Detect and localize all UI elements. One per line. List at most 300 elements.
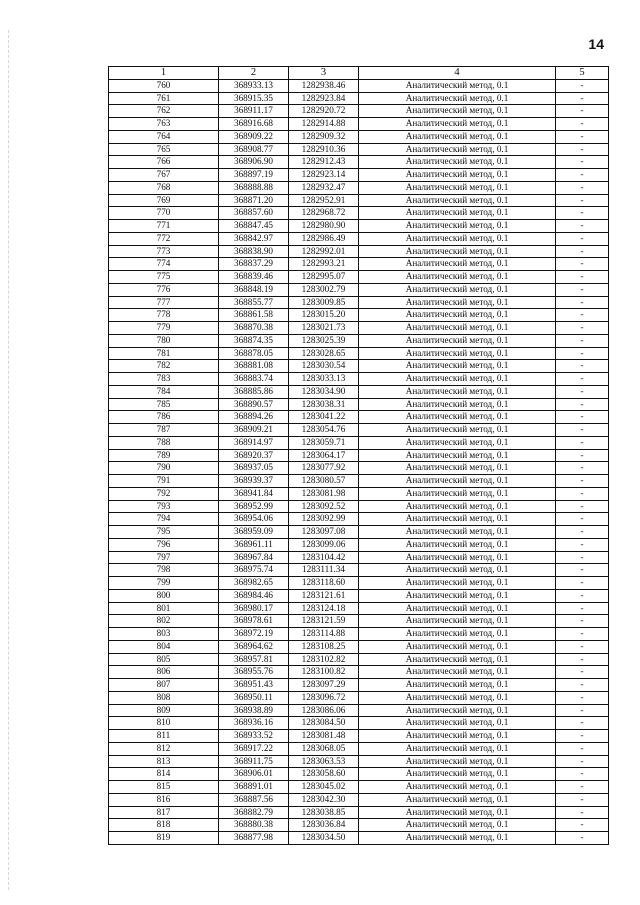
point-number-cell: 810: [109, 717, 219, 730]
table-row: [109, 487, 609, 500]
method-cell: Аналитический метод, 0.1: [359, 207, 556, 220]
point-number-cell: 793: [109, 500, 219, 513]
method-cell: Аналитический метод, 0.1: [359, 615, 556, 628]
error-cell: -: [556, 449, 609, 462]
table-row: [109, 500, 609, 513]
point-number-cell: 789: [109, 449, 219, 462]
point-number-cell: 761: [109, 92, 219, 105]
table-row: [109, 551, 609, 564]
x-coordinate-cell: 368972.19: [219, 628, 289, 641]
error-cell: -: [556, 679, 609, 692]
x-coordinate-cell: 368982.65: [219, 577, 289, 590]
method-cell: Аналитический метод, 0.1: [359, 755, 556, 768]
method-cell: Аналитический метод, 0.1: [359, 156, 556, 169]
point-number-cell: 791: [109, 475, 219, 488]
x-coordinate-cell: 368909.21: [219, 424, 289, 437]
x-coordinate-cell: 368906.01: [219, 768, 289, 781]
y-coordinate-cell: 1283038.31: [289, 398, 359, 411]
x-coordinate-cell: 368890.57: [219, 398, 289, 411]
table-row: [109, 283, 609, 296]
error-cell: -: [556, 130, 609, 143]
table-row: [109, 322, 609, 335]
error-cell: -: [556, 411, 609, 424]
x-coordinate-cell: 368933.13: [219, 79, 289, 92]
method-cell: Аналитический метод, 0.1: [359, 258, 556, 271]
method-cell: Аналитический метод, 0.1: [359, 819, 556, 832]
error-cell: -: [556, 373, 609, 386]
error-cell: -: [556, 513, 609, 526]
y-coordinate-cell: 1283099.06: [289, 538, 359, 551]
y-coordinate-cell: 1283092.99: [289, 513, 359, 526]
method-cell: Аналитический метод, 0.1: [359, 577, 556, 590]
error-cell: -: [556, 118, 609, 131]
table-row: [109, 832, 609, 845]
table-row: [109, 538, 609, 551]
point-number-cell: 804: [109, 640, 219, 653]
y-coordinate-cell: 1283080.57: [289, 475, 359, 488]
table-row: [109, 347, 609, 360]
x-coordinate-cell: 368957.81: [219, 653, 289, 666]
point-number-cell: 786: [109, 411, 219, 424]
point-number-cell: 802: [109, 615, 219, 628]
x-coordinate-cell: 368874.35: [219, 334, 289, 347]
error-cell: -: [556, 436, 609, 449]
error-cell: -: [556, 640, 609, 653]
y-coordinate-cell: 1283045.02: [289, 781, 359, 794]
point-number-cell: 766: [109, 156, 219, 169]
point-number-cell: 817: [109, 806, 219, 819]
x-coordinate-cell: 368878.05: [219, 347, 289, 360]
table-row: [109, 385, 609, 398]
y-coordinate-cell: 1283121.61: [289, 589, 359, 602]
x-coordinate-cell: 368881.08: [219, 360, 289, 373]
x-coordinate-cell: 368920.37: [219, 449, 289, 462]
method-cell: Аналитический метод, 0.1: [359, 704, 556, 717]
x-coordinate-cell: 368871.20: [219, 194, 289, 207]
table-row: [109, 245, 609, 258]
y-coordinate-cell: 1282932.47: [289, 181, 359, 194]
y-coordinate-cell: 1283104.42: [289, 551, 359, 564]
table-row: [109, 513, 609, 526]
y-coordinate-cell: 1283086.06: [289, 704, 359, 717]
y-coordinate-cell: 1283033.13: [289, 373, 359, 386]
table-row: [109, 360, 609, 373]
method-cell: Аналитический метод, 0.1: [359, 768, 556, 781]
method-cell: Аналитический метод, 0.1: [359, 602, 556, 615]
error-cell: -: [556, 169, 609, 182]
error-cell: -: [556, 245, 609, 258]
y-coordinate-cell: 1283081.48: [289, 730, 359, 743]
x-coordinate-cell: 368883.74: [219, 373, 289, 386]
y-coordinate-cell: 1283028.65: [289, 347, 359, 360]
y-coordinate-cell: 1282909.32: [289, 130, 359, 143]
x-coordinate-cell: 368952.99: [219, 500, 289, 513]
y-coordinate-cell: 1282992.01: [289, 245, 359, 258]
error-cell: -: [556, 819, 609, 832]
method-cell: Аналитический метод, 0.1: [359, 538, 556, 551]
header-col-4: 4: [359, 67, 556, 80]
point-number-cell: 799: [109, 577, 219, 590]
x-coordinate-cell: 368888.88: [219, 181, 289, 194]
error-cell: -: [556, 538, 609, 551]
table-row: [109, 436, 609, 449]
x-coordinate-cell: 368857.60: [219, 207, 289, 220]
x-coordinate-cell: 368950.11: [219, 691, 289, 704]
method-cell: Аналитический метод, 0.1: [359, 653, 556, 666]
method-cell: Аналитический метод, 0.1: [359, 462, 556, 475]
table-row: [109, 742, 609, 755]
method-cell: Аналитический метод, 0.1: [359, 832, 556, 845]
x-coordinate-cell: 368861.58: [219, 309, 289, 322]
x-coordinate-cell: 368951.43: [219, 679, 289, 692]
point-number-cell: 816: [109, 793, 219, 806]
y-coordinate-cell: 1282995.07: [289, 271, 359, 284]
table-row: [109, 589, 609, 602]
method-cell: Аналитический метод, 0.1: [359, 449, 556, 462]
method-cell: Аналитический метод, 0.1: [359, 373, 556, 386]
method-cell: Аналитический метод, 0.1: [359, 806, 556, 819]
method-cell: Аналитический метод, 0.1: [359, 79, 556, 92]
point-number-cell: 770: [109, 207, 219, 220]
method-cell: Аналитический метод, 0.1: [359, 500, 556, 513]
method-cell: Аналитический метод, 0.1: [359, 194, 556, 207]
y-coordinate-cell: 1282968.72: [289, 207, 359, 220]
point-number-cell: 779: [109, 322, 219, 335]
point-number-cell: 760: [109, 79, 219, 92]
x-coordinate-cell: 368916.68: [219, 118, 289, 131]
point-number-cell: 797: [109, 551, 219, 564]
x-coordinate-cell: 368959.09: [219, 526, 289, 539]
table-row: [109, 755, 609, 768]
table-row: [109, 577, 609, 590]
point-number-cell: 790: [109, 462, 219, 475]
y-coordinate-cell: 1282952.91: [289, 194, 359, 207]
x-coordinate-cell: 368838.90: [219, 245, 289, 258]
method-cell: Аналитический метод, 0.1: [359, 564, 556, 577]
method-cell: Аналитический метод, 0.1: [359, 717, 556, 730]
y-coordinate-cell: 1283021.73: [289, 322, 359, 335]
point-number-cell: 780: [109, 334, 219, 347]
error-cell: -: [556, 526, 609, 539]
table-row: [109, 640, 609, 653]
coordinates-table: [108, 66, 609, 845]
table-body: [109, 79, 609, 844]
y-coordinate-cell: 1283092.52: [289, 500, 359, 513]
error-cell: -: [556, 691, 609, 704]
table-row: [109, 717, 609, 730]
y-coordinate-cell: 1283077.92: [289, 462, 359, 475]
error-cell: -: [556, 143, 609, 156]
y-coordinate-cell: 1282986.49: [289, 232, 359, 245]
y-coordinate-cell: 1282923.84: [289, 92, 359, 105]
method-cell: Аналитический метод, 0.1: [359, 92, 556, 105]
point-number-cell: 809: [109, 704, 219, 717]
point-number-cell: 801: [109, 602, 219, 615]
error-cell: -: [556, 768, 609, 781]
error-cell: -: [556, 79, 609, 92]
point-number-cell: 806: [109, 666, 219, 679]
error-cell: -: [556, 628, 609, 641]
x-coordinate-cell: 368870.38: [219, 322, 289, 335]
method-cell: Аналитический метод, 0.1: [359, 322, 556, 335]
point-number-cell: 782: [109, 360, 219, 373]
y-coordinate-cell: 1283097.29: [289, 679, 359, 692]
table-header-row: [109, 67, 609, 80]
point-number-cell: 783: [109, 373, 219, 386]
point-number-cell: 771: [109, 220, 219, 233]
method-cell: Аналитический метод, 0.1: [359, 283, 556, 296]
method-cell: Аналитический метод, 0.1: [359, 271, 556, 284]
point-number-cell: 811: [109, 730, 219, 743]
table-row: [109, 118, 609, 131]
method-cell: Аналитический метод, 0.1: [359, 436, 556, 449]
x-coordinate-cell: 368978.61: [219, 615, 289, 628]
point-number-cell: 776: [109, 283, 219, 296]
point-number-cell: 807: [109, 679, 219, 692]
y-coordinate-cell: 1283100.82: [289, 666, 359, 679]
method-cell: Аналитический метод, 0.1: [359, 347, 556, 360]
error-cell: -: [556, 207, 609, 220]
table-row: [109, 143, 609, 156]
y-coordinate-cell: 1282980.90: [289, 220, 359, 233]
point-number-cell: 764: [109, 130, 219, 143]
error-cell: -: [556, 475, 609, 488]
point-number-cell: 796: [109, 538, 219, 551]
y-coordinate-cell: 1283038.85: [289, 806, 359, 819]
header-col-5: 5: [556, 67, 609, 80]
x-coordinate-cell: 368961.11: [219, 538, 289, 551]
point-number-cell: 781: [109, 347, 219, 360]
y-coordinate-cell: 1283059.71: [289, 436, 359, 449]
y-coordinate-cell: 1283097.08: [289, 526, 359, 539]
method-cell: Аналитический метод, 0.1: [359, 475, 556, 488]
y-coordinate-cell: 1282914.88: [289, 118, 359, 131]
method-cell: Аналитический метод, 0.1: [359, 781, 556, 794]
y-coordinate-cell: 1282938.46: [289, 79, 359, 92]
x-coordinate-cell: 368839.46: [219, 271, 289, 284]
y-coordinate-cell: 1282920.72: [289, 105, 359, 118]
error-cell: -: [556, 793, 609, 806]
y-coordinate-cell: 1283096.72: [289, 691, 359, 704]
x-coordinate-cell: 368939.37: [219, 475, 289, 488]
table-row: [109, 309, 609, 322]
x-coordinate-cell: 368837.29: [219, 258, 289, 271]
header-col-1: 1: [109, 67, 219, 80]
error-cell: -: [556, 500, 609, 513]
method-cell: Аналитический метод, 0.1: [359, 385, 556, 398]
x-coordinate-cell: 368917.22: [219, 742, 289, 755]
table-row: [109, 181, 609, 194]
error-cell: -: [556, 742, 609, 755]
table-row: [109, 169, 609, 182]
table-row: [109, 679, 609, 692]
error-cell: -: [556, 615, 609, 628]
table-row: [109, 602, 609, 615]
x-coordinate-cell: 368964.62: [219, 640, 289, 653]
table-row: [109, 232, 609, 245]
table-row: [109, 334, 609, 347]
y-coordinate-cell: 1283063.53: [289, 755, 359, 768]
method-cell: Аналитический метод, 0.1: [359, 691, 556, 704]
y-coordinate-cell: 1283064.17: [289, 449, 359, 462]
point-number-cell: 808: [109, 691, 219, 704]
error-cell: -: [556, 602, 609, 615]
method-cell: Аналитический метод, 0.1: [359, 169, 556, 182]
error-cell: -: [556, 360, 609, 373]
y-coordinate-cell: 1283025.39: [289, 334, 359, 347]
method-cell: Аналитический метод, 0.1: [359, 105, 556, 118]
method-cell: Аналитический метод, 0.1: [359, 640, 556, 653]
y-coordinate-cell: 1283081.98: [289, 487, 359, 500]
y-coordinate-cell: 1283009.85: [289, 296, 359, 309]
table-row: [109, 806, 609, 819]
table-row: [109, 207, 609, 220]
x-coordinate-cell: 368894.26: [219, 411, 289, 424]
point-number-cell: 815: [109, 781, 219, 794]
point-number-cell: 800: [109, 589, 219, 602]
point-number-cell: 768: [109, 181, 219, 194]
method-cell: Аналитический метод, 0.1: [359, 679, 556, 692]
page-number: 14: [588, 36, 604, 52]
error-cell: -: [556, 806, 609, 819]
error-cell: -: [556, 666, 609, 679]
table-row: [109, 819, 609, 832]
point-number-cell: 814: [109, 768, 219, 781]
x-coordinate-cell: 368882.79: [219, 806, 289, 819]
x-coordinate-cell: 368855.77: [219, 296, 289, 309]
point-number-cell: 788: [109, 436, 219, 449]
table-row: [109, 156, 609, 169]
point-number-cell: 773: [109, 245, 219, 258]
y-coordinate-cell: 1283121.59: [289, 615, 359, 628]
error-cell: -: [556, 577, 609, 590]
table-row: [109, 373, 609, 386]
x-coordinate-cell: 368891.01: [219, 781, 289, 794]
table-row: [109, 398, 609, 411]
method-cell: Аналитический метод, 0.1: [359, 334, 556, 347]
table-row: [109, 194, 609, 207]
point-number-cell: 785: [109, 398, 219, 411]
error-cell: -: [556, 220, 609, 233]
method-cell: Аналитический метод, 0.1: [359, 487, 556, 500]
method-cell: Аналитический метод, 0.1: [359, 411, 556, 424]
y-coordinate-cell: 1283084.50: [289, 717, 359, 730]
y-coordinate-cell: 1283118.60: [289, 577, 359, 590]
point-number-cell: 794: [109, 513, 219, 526]
point-number-cell: 803: [109, 628, 219, 641]
y-coordinate-cell: 1283054.76: [289, 424, 359, 437]
y-coordinate-cell: 1282923.14: [289, 169, 359, 182]
method-cell: Аналитический метод, 0.1: [359, 551, 556, 564]
table-row: [109, 79, 609, 92]
x-coordinate-cell: 368937.05: [219, 462, 289, 475]
table-row: [109, 411, 609, 424]
point-number-cell: 818: [109, 819, 219, 832]
table-row: [109, 781, 609, 794]
table-row: [109, 653, 609, 666]
x-coordinate-cell: 368847.45: [219, 220, 289, 233]
x-coordinate-cell: 368967.84: [219, 551, 289, 564]
error-cell: -: [556, 296, 609, 309]
error-cell: -: [556, 347, 609, 360]
table-row: [109, 564, 609, 577]
point-number-cell: 762: [109, 105, 219, 118]
y-coordinate-cell: 1283114.88: [289, 628, 359, 641]
y-coordinate-cell: 1282910.36: [289, 143, 359, 156]
y-coordinate-cell: 1283034.90: [289, 385, 359, 398]
y-coordinate-cell: 1283124.18: [289, 602, 359, 615]
method-cell: Аналитический метод, 0.1: [359, 398, 556, 411]
table-row: [109, 296, 609, 309]
x-coordinate-cell: 368887.56: [219, 793, 289, 806]
y-coordinate-cell: 1283015.20: [289, 309, 359, 322]
x-coordinate-cell: 368955.76: [219, 666, 289, 679]
table-row: [109, 704, 609, 717]
error-cell: -: [556, 551, 609, 564]
point-number-cell: 767: [109, 169, 219, 182]
point-number-cell: 778: [109, 309, 219, 322]
method-cell: Аналитический метод, 0.1: [359, 424, 556, 437]
error-cell: -: [556, 564, 609, 577]
method-cell: Аналитический метод, 0.1: [359, 245, 556, 258]
error-cell: -: [556, 781, 609, 794]
y-coordinate-cell: 1283102.82: [289, 653, 359, 666]
method-cell: Аналитический метод, 0.1: [359, 296, 556, 309]
x-coordinate-cell: 368842.97: [219, 232, 289, 245]
point-number-cell: 772: [109, 232, 219, 245]
error-cell: -: [556, 487, 609, 500]
point-number-cell: 792: [109, 487, 219, 500]
error-cell: -: [556, 232, 609, 245]
x-coordinate-cell: 368909.22: [219, 130, 289, 143]
point-number-cell: 812: [109, 742, 219, 755]
y-coordinate-cell: 1283058.60: [289, 768, 359, 781]
header-col-3: 3: [289, 67, 359, 80]
x-coordinate-cell: 368885.86: [219, 385, 289, 398]
y-coordinate-cell: 1283036.84: [289, 819, 359, 832]
x-coordinate-cell: 368848.19: [219, 283, 289, 296]
header-col-2: 2: [219, 67, 289, 80]
x-coordinate-cell: 368936.16: [219, 717, 289, 730]
y-coordinate-cell: 1283041.22: [289, 411, 359, 424]
method-cell: Аналитический метод, 0.1: [359, 309, 556, 322]
x-coordinate-cell: 368915.35: [219, 92, 289, 105]
table-row: [109, 768, 609, 781]
error-cell: -: [556, 653, 609, 666]
method-cell: Аналитический метод, 0.1: [359, 666, 556, 679]
point-number-cell: 784: [109, 385, 219, 398]
table-row: [109, 220, 609, 233]
y-coordinate-cell: 1283034.50: [289, 832, 359, 845]
table-row: [109, 793, 609, 806]
method-cell: Аналитический метод, 0.1: [359, 118, 556, 131]
scan-margin-line: [8, 30, 10, 890]
table-row: [109, 615, 609, 628]
x-coordinate-cell: 368880.38: [219, 819, 289, 832]
point-number-cell: 805: [109, 653, 219, 666]
method-cell: Аналитический метод, 0.1: [359, 232, 556, 245]
point-number-cell: 765: [109, 143, 219, 156]
point-number-cell: 798: [109, 564, 219, 577]
x-coordinate-cell: 368954.06: [219, 513, 289, 526]
x-coordinate-cell: 368980.17: [219, 602, 289, 615]
method-cell: Аналитический метод, 0.1: [359, 143, 556, 156]
y-coordinate-cell: 1282993.21: [289, 258, 359, 271]
table-row: [109, 666, 609, 679]
x-coordinate-cell: 368941.84: [219, 487, 289, 500]
point-number-cell: 787: [109, 424, 219, 437]
table-row: [109, 258, 609, 271]
